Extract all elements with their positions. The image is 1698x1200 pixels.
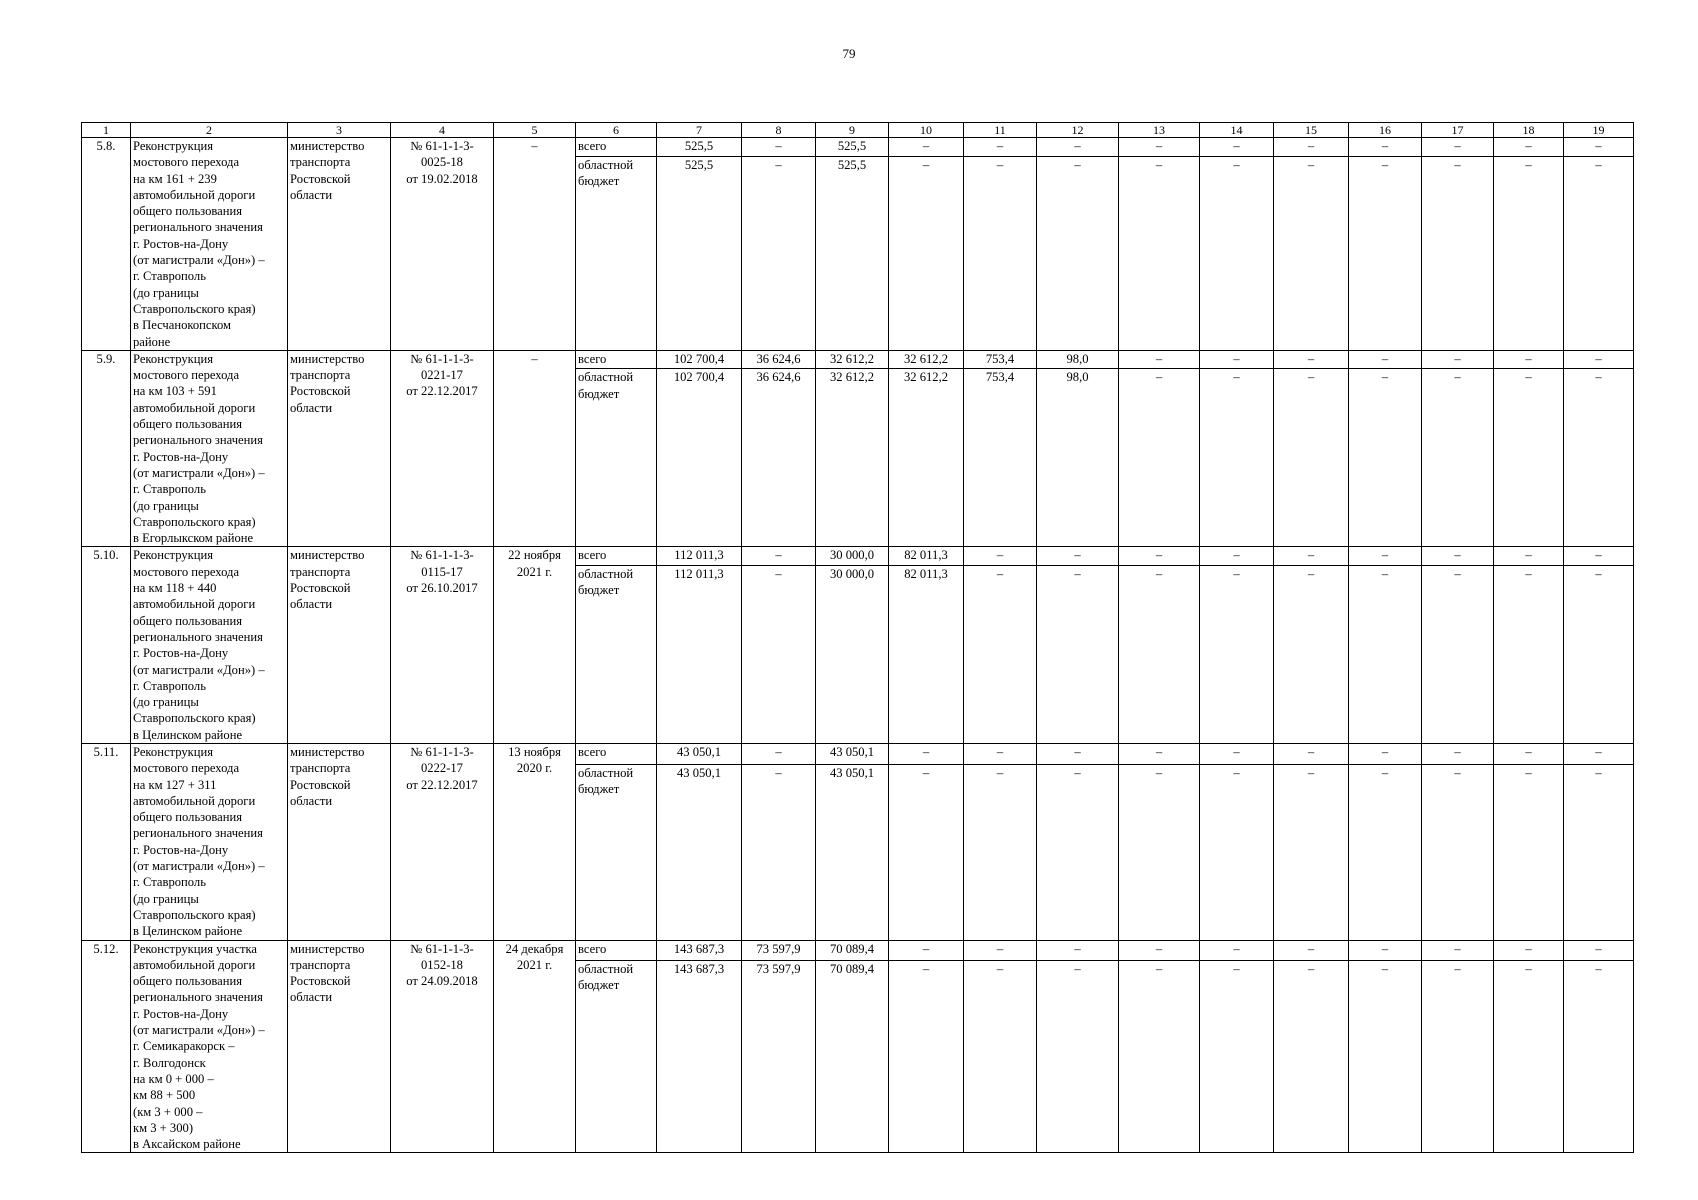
value-col-11: –	[964, 743, 1037, 764]
value-col-19: –	[1564, 565, 1634, 743]
value-col-17: –	[1422, 138, 1494, 157]
value-col-15: –	[1274, 369, 1349, 547]
value-col-12: 98,0	[1037, 350, 1119, 369]
value-col-11: –	[964, 940, 1037, 960]
column-header-5: 5	[494, 123, 576, 138]
value-col-9: 30 000,0	[816, 547, 889, 566]
record-number: 5.8.	[82, 138, 131, 351]
funding-source: всего	[576, 547, 657, 566]
value-col-16: –	[1349, 743, 1422, 764]
value-col-13: –	[1119, 138, 1200, 157]
value-col-14: –	[1200, 350, 1274, 369]
value-col-18: –	[1494, 156, 1564, 350]
value-col-15: –	[1274, 940, 1349, 960]
table-body	[82, 138, 1634, 1153]
budget-table	[81, 122, 1634, 1153]
value-col-7: 112 011,3	[657, 547, 742, 566]
value-col-10: –	[889, 940, 964, 960]
value-col-19: –	[1564, 765, 1634, 940]
value-col-13: –	[1119, 156, 1200, 350]
value-col-13: –	[1119, 960, 1200, 1153]
funding-source: областной бюджет	[576, 960, 657, 1153]
value-col-9: 525,5	[816, 156, 889, 350]
value-col-12: –	[1037, 547, 1119, 566]
value-col-7: 112 011,3	[657, 565, 742, 743]
column-header-15: 15	[1274, 123, 1349, 138]
value-col-11: 753,4	[964, 350, 1037, 369]
value-col-12: –	[1037, 565, 1119, 743]
record-agency: министерство транспорта Ростовской области	[288, 138, 391, 351]
value-col-16: –	[1349, 960, 1422, 1153]
record-name: Реконструкция мостового перехода на км 103 + 591 автомобильной дороги общего пользования регионального значения г. Ростов-на-Дону (от магистрали «Дон») – г. Ставрополь (до границы Ставропольского края) в Егорлыкском районе	[131, 350, 288, 547]
value-col-17: –	[1422, 765, 1494, 940]
value-col-9: 70 089,4	[816, 960, 889, 1153]
value-col-15: –	[1274, 960, 1349, 1153]
column-header-7: 7	[657, 123, 742, 138]
record-name: Реконструкция мостового перехода на км 118 + 440 автомобильной дороги общего пользования регионального значения г. Ростов-на-Дону (от магистрали «Дон») – г. Ставрополь (до границы Ставропольского края) в Целинском районе	[131, 547, 288, 744]
value-col-19: –	[1564, 940, 1634, 960]
value-col-10: 32 612,2	[889, 350, 964, 369]
value-col-16: –	[1349, 547, 1422, 566]
column-number-header	[82, 123, 1634, 138]
value-col-7: 143 687,3	[657, 960, 742, 1153]
record-name: Реконструкция мостового перехода на км 127 + 311 автомобильной дороги общего пользования регионального значения г. Ростов-на-Дону (от магистрали «Дон») – г. Ставрополь (до границы Ставропольского края) в Целинском районе	[131, 743, 288, 940]
value-col-17: –	[1422, 547, 1494, 566]
value-col-11: –	[964, 156, 1037, 350]
record-contract: № 61-1-1-3- 0152-18 от 24.09.2018	[391, 940, 494, 1153]
value-col-15: –	[1274, 765, 1349, 940]
value-col-9: 32 612,2	[816, 369, 889, 547]
value-col-10: –	[889, 743, 964, 764]
value-col-8: –	[742, 565, 816, 743]
value-col-7: 102 700,4	[657, 369, 742, 547]
value-col-13: –	[1119, 350, 1200, 369]
value-col-9: 525,5	[816, 138, 889, 157]
value-col-13: –	[1119, 940, 1200, 960]
value-col-12: –	[1037, 138, 1119, 157]
value-col-17: –	[1422, 156, 1494, 350]
value-col-16: –	[1349, 350, 1422, 369]
value-col-19: –	[1564, 369, 1634, 547]
value-col-14: –	[1200, 565, 1274, 743]
value-col-12: –	[1037, 156, 1119, 350]
value-col-16: –	[1349, 765, 1422, 940]
record-row-total	[82, 743, 1634, 764]
value-col-17: –	[1422, 350, 1494, 369]
value-col-18: –	[1494, 765, 1564, 940]
value-col-11: –	[964, 960, 1037, 1153]
funding-source: всего	[576, 138, 657, 157]
record-row-total	[82, 350, 1634, 369]
value-col-10: –	[889, 156, 964, 350]
record-agency: министерство транспорта Ростовской области	[288, 350, 391, 547]
value-col-19: –	[1564, 743, 1634, 764]
column-header-12: 12	[1037, 123, 1119, 138]
column-header-4: 4	[391, 123, 494, 138]
value-col-15: –	[1274, 156, 1349, 350]
value-col-13: –	[1119, 547, 1200, 566]
value-col-10: 82 011,3	[889, 565, 964, 743]
value-col-18: –	[1494, 960, 1564, 1153]
column-header-6: 6	[576, 123, 657, 138]
value-col-14: –	[1200, 940, 1274, 960]
record-agency: министерство транспорта Ростовской области	[288, 940, 391, 1153]
column-header-18: 18	[1494, 123, 1564, 138]
record-date: 22 ноября 2021 г.	[494, 547, 576, 744]
value-col-8: 73 597,9	[742, 940, 816, 960]
value-col-14: –	[1200, 960, 1274, 1153]
value-col-18: –	[1494, 369, 1564, 547]
page-number: 79	[842, 46, 856, 61]
value-col-13: –	[1119, 743, 1200, 764]
value-col-10: 32 612,2	[889, 369, 964, 547]
value-col-11: –	[964, 765, 1037, 940]
column-header-1: 1	[82, 123, 131, 138]
value-col-19: –	[1564, 960, 1634, 1153]
funding-source: всего	[576, 743, 657, 764]
funding-source: областной бюджет	[576, 565, 657, 743]
column-header-17: 17	[1422, 123, 1494, 138]
record-contract: № 61-1-1-3- 0221-17 от 22.12.2017	[391, 350, 494, 547]
value-col-7: 43 050,1	[657, 765, 742, 940]
record-contract: № 61-1-1-3- 0025-18 от 19.02.2018	[391, 138, 494, 351]
value-col-17: –	[1422, 743, 1494, 764]
record-number: 5.11.	[82, 743, 131, 940]
value-col-16: –	[1349, 369, 1422, 547]
value-col-18: –	[1494, 743, 1564, 764]
value-col-14: –	[1200, 765, 1274, 940]
value-col-8: –	[742, 156, 816, 350]
record-date: 24 декабря 2021 г.	[494, 940, 576, 1153]
value-col-8: 36 624,6	[742, 350, 816, 369]
record-agency: министерство транспорта Ростовской области	[288, 743, 391, 940]
value-col-13: –	[1119, 565, 1200, 743]
value-col-16: –	[1349, 156, 1422, 350]
value-col-16: –	[1349, 565, 1422, 743]
value-col-7: 525,5	[657, 156, 742, 350]
value-col-12: 98,0	[1037, 369, 1119, 547]
record-date: –	[494, 138, 576, 351]
value-col-9: 70 089,4	[816, 940, 889, 960]
value-col-8: 36 624,6	[742, 369, 816, 547]
record-name: Реконструкция мостового перехода на км 161 + 239 автомобильной дороги общего пользования регионального значения г. Ростов-на-Дону (от магистрали «Дон») – г. Ставрополь (до границы Ставропольского края) в Песчанокопском районе	[131, 138, 288, 351]
value-col-15: –	[1274, 743, 1349, 764]
funding-source: областной бюджет	[576, 765, 657, 940]
value-col-9: 32 612,2	[816, 350, 889, 369]
value-col-8: –	[742, 547, 816, 566]
column-header-9: 9	[816, 123, 889, 138]
record-row-total	[82, 138, 1634, 157]
value-col-10: 82 011,3	[889, 547, 964, 566]
value-col-8: 73 597,9	[742, 960, 816, 1153]
value-col-12: –	[1037, 765, 1119, 940]
record-date: 13 ноября 2020 г.	[494, 743, 576, 940]
column-header-16: 16	[1349, 123, 1422, 138]
record-date: –	[494, 350, 576, 547]
value-col-18: –	[1494, 350, 1564, 369]
record-contract: № 61-1-1-3- 0115-17 от 26.10.2017	[391, 547, 494, 744]
column-header-19: 19	[1564, 123, 1634, 138]
value-col-18: –	[1494, 138, 1564, 157]
value-col-17: –	[1422, 940, 1494, 960]
value-col-11: 753,4	[964, 369, 1037, 547]
value-col-19: –	[1564, 547, 1634, 566]
value-col-18: –	[1494, 565, 1564, 743]
value-col-17: –	[1422, 565, 1494, 743]
value-col-10: –	[889, 765, 964, 940]
record-contract: № 61-1-1-3- 0222-17 от 22.12.2017	[391, 743, 494, 940]
column-header-10: 10	[889, 123, 964, 138]
value-col-8: –	[742, 743, 816, 764]
record-number: 5.9.	[82, 350, 131, 547]
column-header-13: 13	[1119, 123, 1200, 138]
value-col-10: –	[889, 138, 964, 157]
value-col-15: –	[1274, 565, 1349, 743]
value-col-17: –	[1422, 369, 1494, 547]
record-name: Реконструкция участка автомобильной дороги общего пользования регионального значения г. Ростов-на-Дону (от магистрали «Дон») – г. Семикаракорск – г. Волгодонск на км 0 + 000 – км 88 + 500 (км 3 + 000 – км 3 + 300) в Аксайском районе	[131, 940, 288, 1153]
value-col-11: –	[964, 547, 1037, 566]
value-col-7: 525,5	[657, 138, 742, 157]
record-row-total	[82, 940, 1634, 960]
value-col-14: –	[1200, 743, 1274, 764]
value-col-19: –	[1564, 350, 1634, 369]
value-col-15: –	[1274, 138, 1349, 157]
value-col-15: –	[1274, 547, 1349, 566]
column-header-8: 8	[742, 123, 816, 138]
value-col-14: –	[1200, 138, 1274, 157]
value-col-11: –	[964, 565, 1037, 743]
column-header-3: 3	[288, 123, 391, 138]
column-header-14: 14	[1200, 123, 1274, 138]
column-header-2: 2	[131, 123, 288, 138]
record-agency: министерство транспорта Ростовской области	[288, 547, 391, 744]
funding-source: областной бюджет	[576, 369, 657, 547]
value-col-8: –	[742, 765, 816, 940]
value-col-18: –	[1494, 940, 1564, 960]
funding-source: областной бюджет	[576, 156, 657, 350]
value-col-14: –	[1200, 156, 1274, 350]
value-col-9: 30 000,0	[816, 565, 889, 743]
value-col-10: –	[889, 960, 964, 1153]
record-row-total	[82, 547, 1634, 566]
value-col-14: –	[1200, 369, 1274, 547]
value-col-19: –	[1564, 138, 1634, 157]
value-col-12: –	[1037, 960, 1119, 1153]
value-col-16: –	[1349, 138, 1422, 157]
funding-source: всего	[576, 350, 657, 369]
funding-source: всего	[576, 940, 657, 960]
record-number: 5.12.	[82, 940, 131, 1153]
value-col-13: –	[1119, 765, 1200, 940]
header-row	[82, 123, 1634, 138]
value-col-16: –	[1349, 940, 1422, 960]
value-col-7: 102 700,4	[657, 350, 742, 369]
column-header-11: 11	[964, 123, 1037, 138]
value-col-8: –	[742, 138, 816, 157]
value-col-12: –	[1037, 940, 1119, 960]
value-col-7: 143 687,3	[657, 940, 742, 960]
value-col-7: 43 050,1	[657, 743, 742, 764]
value-col-13: –	[1119, 369, 1200, 547]
value-col-12: –	[1037, 743, 1119, 764]
value-col-19: –	[1564, 156, 1634, 350]
value-col-17: –	[1422, 960, 1494, 1153]
value-col-9: 43 050,1	[816, 743, 889, 764]
value-col-9: 43 050,1	[816, 765, 889, 940]
value-col-14: –	[1200, 547, 1274, 566]
value-col-11: –	[964, 138, 1037, 157]
value-col-15: –	[1274, 350, 1349, 369]
record-number: 5.10.	[82, 547, 131, 744]
value-col-18: –	[1494, 547, 1564, 566]
